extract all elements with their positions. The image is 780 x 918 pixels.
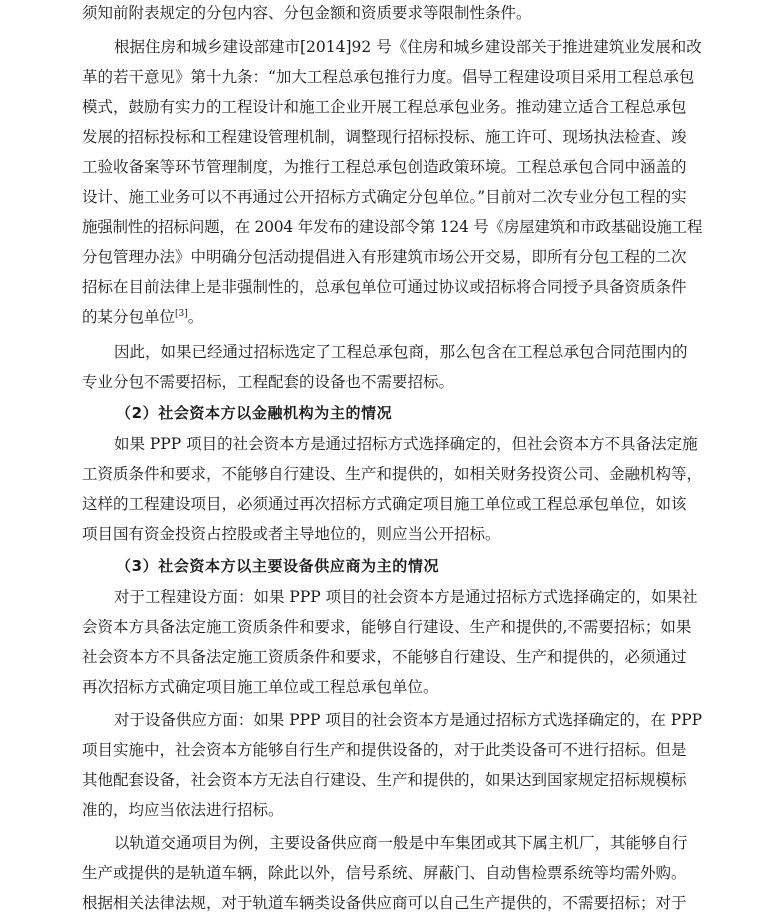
text-line: 社会资本方不具备法定施工资质条件和要求，不能够自行建设、生产和提供的，必须通过 [82, 648, 687, 666]
text-line: 根据相关法律法规，对于轨道车辆类设备供应商可以自己生产提供的，不需要招标；对于 [82, 894, 687, 912]
text-line: 准的，均应当依法进行招标。 [82, 801, 284, 819]
text-line: 其他配套设备，社会资本方无法自行建设、生产和提供的，如果达到国家规定招标规模标 [82, 771, 687, 789]
text-line: 设计、施工业务可以不再通过公开招标方式确定分包单位。”目前对二次专业分包工程的实 [82, 188, 687, 206]
citation-marker[interactable]: [3] [175, 309, 188, 319]
text-line: 这样的工程建设项目，必须通过再次招标方式确定项目施工单位或工程总承包单位，如该 [82, 495, 687, 513]
text-line: 再次招标方式确定项目施工单位或工程总承包单位。 [82, 678, 439, 696]
text-line-with-citation [82, 307, 702, 327]
text-line: 工验收备案等环节管理制度，为推行工程总承包创造政策环境。工程总承包合同中涵盖的 [82, 158, 687, 176]
text-line: 分包管理办法》中明确分包活动提倡进入有形建筑市场公开交易，即所有分包工程的二次 [82, 248, 687, 266]
text-line: 项目国有资金投资占控股或者主导地位的，则应当公开招标。 [82, 525, 501, 543]
text-line: 生产或提供的是轨道车辆，除此以外，信号系统、屏蔽门、自动售检票系统等均需外购。 [82, 864, 687, 882]
text-line: 对于工程建设方面：如果 PPP 项目的社会资本方是通过招标方式选择确定的，如果社 [114, 588, 698, 606]
text-line: 工资质条件和要求，不能够自行建设、生产和提供的，如相关财务投资公司、金融机构等， [82, 465, 703, 483]
text-line: 施强制性的招标问题，在 2004 年发布的建设部令第 124 号《房屋建筑和市政基础设施工程 [82, 218, 703, 236]
text-line: 招标在目前法律上是非强制性的，总承包单位可通过协议或招标将合同授予具备资质条件 [82, 278, 687, 296]
section-heading-3: （3）社会资本方以主要设备供应商为主的情况 [116, 557, 440, 575]
text-line: 因此，如果已经通过招标选定了工程总承包商，那么包含在工程总承包合同范围内的 [114, 343, 688, 361]
section-heading-2: （2）社会资本方以金融机构为主的情况 [116, 404, 393, 422]
text-line: 项目实施中，社会资本方能够自行生产和提供设备的，对于此类设备可不进行招标。但是 [82, 741, 687, 759]
text-line: 根据住房和城乡建设部建市[2014]92 号《住房和城乡建设部关于推进建筑业发展和改 [114, 38, 702, 56]
text-line: 对于设备供应方面：如果 PPP 项目的社会资本方是通过招标方式选择确定的，在 PPP [114, 711, 703, 729]
text-line-body: 的某分包单位 [82, 308, 176, 326]
text-line: 模式，鼓励有实力的工程设计和施工企业开展工程总承包业务。推动建立适合工程总承包 [82, 98, 687, 116]
text-line: 专业分包不需要招标，工程配套的设备也不需要招标。 [82, 373, 455, 391]
text-line: 须知前附表规定的分包内容、分包金额和资质要求等限制性条件。 [82, 4, 532, 22]
text-line: 革的若干意见》第十九条：“加大工程总承包推行力度。倡导工程建设项目采用工程总承包 [82, 68, 695, 86]
text-line: 如果 PPP 项目的社会资本方是通过招标方式选择确定的，但社会资本方不具备法定施 [114, 435, 698, 453]
text-line-tail: 。 [187, 308, 204, 326]
text-line: 发展的招标投标和工程建设管理机制，调整现行招标投标、施工许可、现场执法检查、竣 [82, 128, 687, 146]
text-line: 会资本方具备法定施工资质条件和要求，能够自行建设、生产和提供的,不需要招标；如果 [82, 618, 692, 636]
text-line: 以轨道交通项目为例，主要设备供应商一般是中车集团或其下属主机厂，其能够自行 [114, 834, 688, 852]
